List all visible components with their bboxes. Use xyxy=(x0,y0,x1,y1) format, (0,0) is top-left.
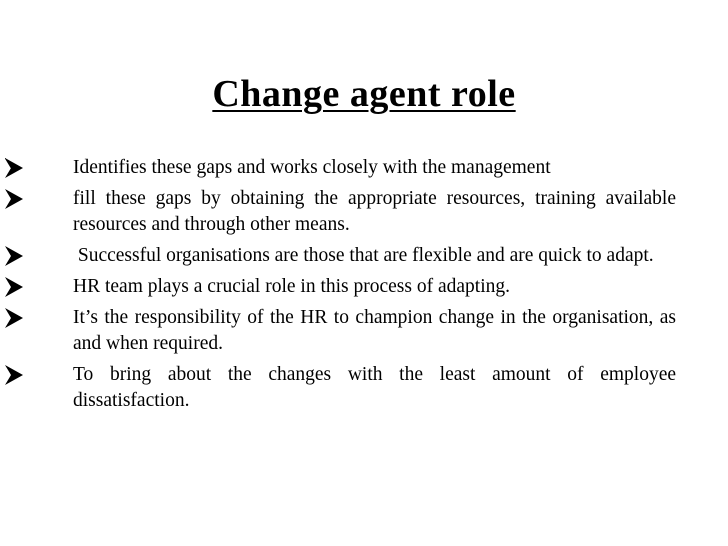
list-item xyxy=(0,155,728,181)
list-item xyxy=(0,362,728,414)
bullet-text: Successful organisations are those that are flexible and are quick to adapt. xyxy=(73,245,654,266)
bullet-text: Identifies these gaps and works closely with the management xyxy=(73,157,551,178)
arrowhead-bullet-icon xyxy=(5,189,23,209)
bullet-list xyxy=(0,155,728,419)
arrowhead-bullet-icon xyxy=(5,277,23,297)
arrowhead-bullet-icon xyxy=(5,158,23,178)
bullet-text: fill these gaps by obtaining the appropriate resources, training available resources and through other means. xyxy=(73,188,676,235)
bullet-text: To bring about the changes with the least amount of employee dissatisfaction. xyxy=(73,364,676,411)
list-item xyxy=(0,305,728,357)
arrowhead-bullet-icon xyxy=(5,308,23,328)
bullet-text: It’s the responsibility of the HR to champion change in the organisation, as and when required. xyxy=(73,307,676,354)
arrowhead-bullet-icon xyxy=(5,246,23,266)
bullet-text: HR team plays a crucial role in this process of adapting. xyxy=(73,276,510,297)
list-item xyxy=(0,274,728,300)
list-item xyxy=(0,186,728,238)
arrowhead-bullet-icon xyxy=(5,365,23,385)
list-item xyxy=(0,243,728,269)
slide-title: Change agent role xyxy=(212,73,516,115)
